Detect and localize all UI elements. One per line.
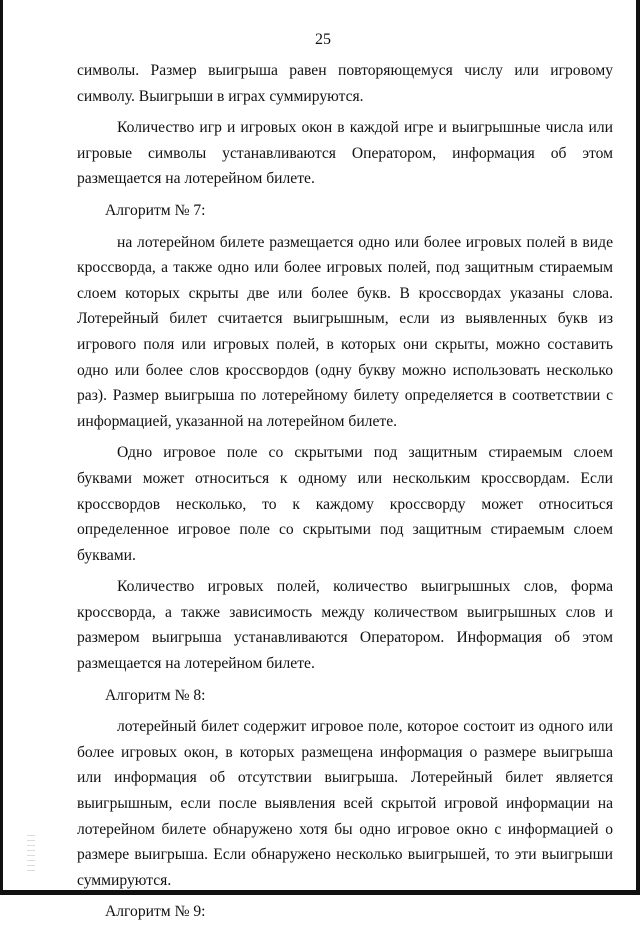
paragraph-crossword-settings: Количество игровых полей, количество выигрышных слов, форма кроссворда, а также зависимость между количеством выигрышных слов и размером выигрыша устанавливаются Оператором. Информация об этом размещается на лотерейном билете.	[77, 578, 613, 673]
heading-algorithm-9: Алгоритм № 9:	[105, 903, 206, 921]
scan-artifact	[27, 835, 35, 875]
heading-algorithm-8: Алгоритм № 8:	[105, 686, 206, 704]
document-body	[77, 58, 613, 925]
page-number: 25	[315, 31, 331, 48]
paragraph-algorithm-7-rules: на лотерейном билете размещается одно или более игровых полей в виде кроссворда, а также одно или более игровых полей, под защитным стираемым слоем которых скрыты две или более букв. В кроссвордах указаны слова. Лотерейный билет считается выигрышным, если из выявленных букв из игрового поля или игровых полей, в которых они скрыты, можно составить одно или более слов кроссвордов (одну букву можно использовать несколько раз). Размер выигрыша по лотерейному билету определяется в соответствии с информацией, указанной на лотерейном билете.	[77, 233, 613, 430]
paragraph-continuation: символы. Размер выигрыша равен повторяющемуся числу или игровому символу. Выигрыши в играх суммируются.	[77, 62, 613, 105]
paragraph-operator-settings: Количество игр и игровых окон в каждой игре и выигрышные числа или игровые символы устанавливаются Оператором, информация об этом размещается на лотерейном билете.	[77, 119, 613, 188]
heading-algorithm-7: Алгоритм № 7:	[105, 201, 206, 219]
paragraph-algorithm-8-rules: лотерейный билет содержит игровое поле, которое состоит из одного или более игровых окон, в которых размещена информация о размере выигрыша или информация об отсутствии выигрыша. Лотерейный билет является выигрышным, если после выявления всей скрытой игровой информации на лотерейном билете обнаружено хотя бы одно игровое окно с информацией о размере выигрыша. Если обнаружено несколько выигрышей, то эти выигрыши суммируются.	[77, 718, 613, 889]
paragraph-crossword-fields: Одно игровое поле со скрытыми под защитным стираемым слоем буквами может относиться к одному или нескольким кроссвордам. Если кроссвордов несколько, то к каждому кроссворду может относиться определенное игровое поле со скрытыми под защитным стираемым слоем буквами.	[77, 444, 613, 564]
